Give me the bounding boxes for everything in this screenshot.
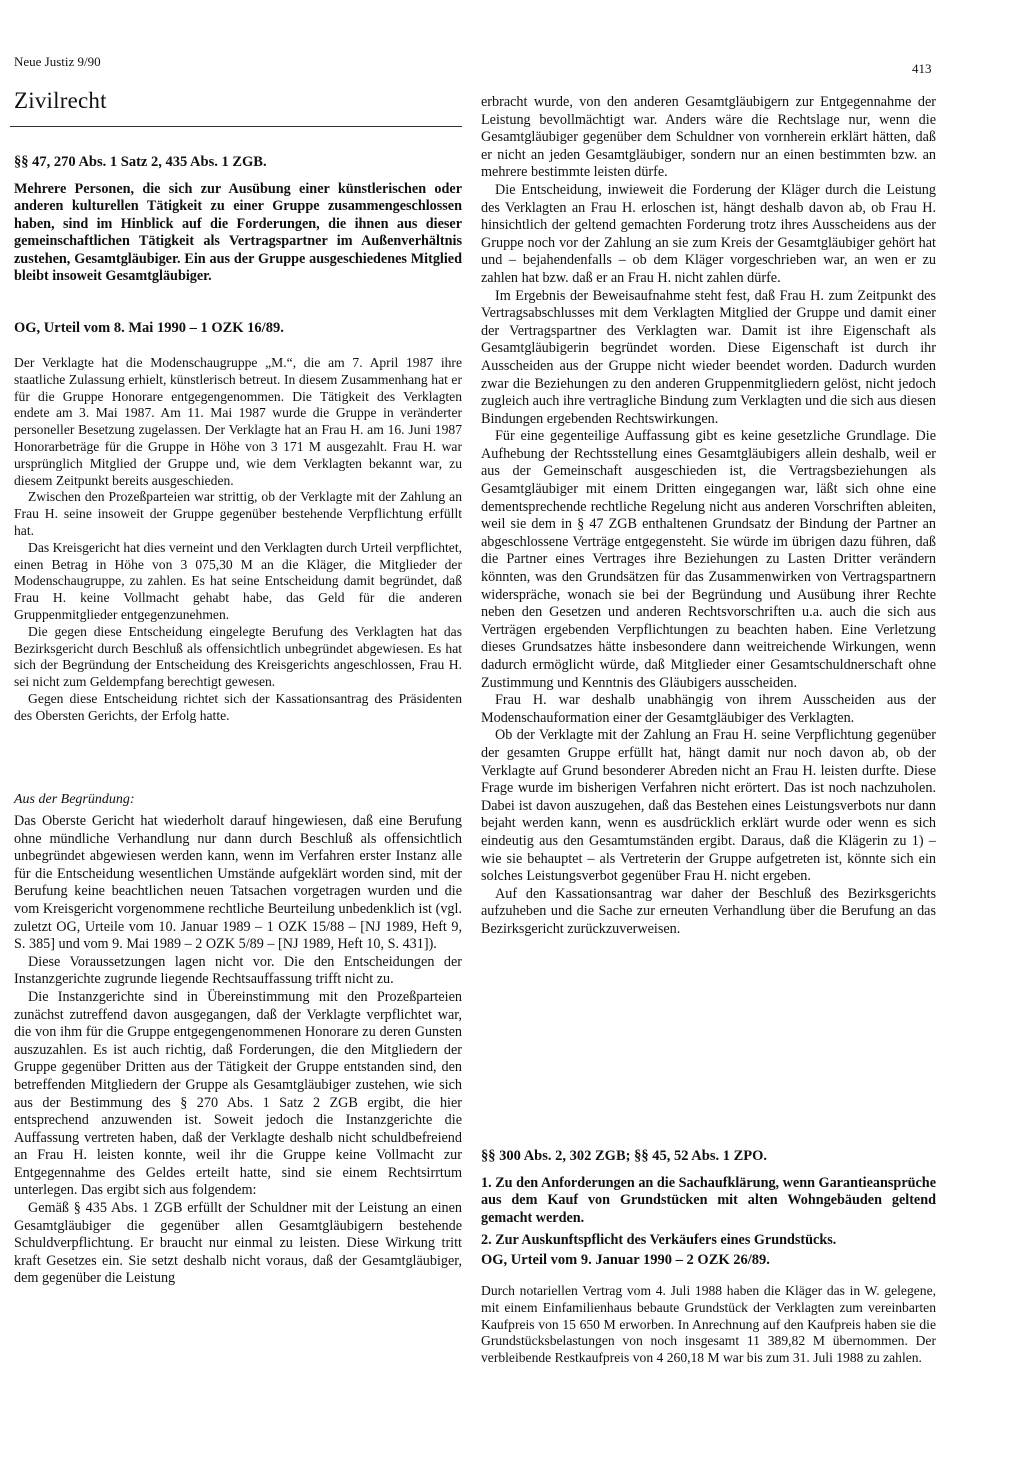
case2-citation: §§ 300 Abs. 2, 302 ZGB; §§ 45, 52 Abs. 1 ZPO.: [481, 1148, 768, 1164]
facts-paragraph: Gegen diese Entscheidung richtet sich der Kassationsantrag des Präsidenten des Obersten Gerichts, der Erfolg hatte.: [14, 690, 462, 723]
facts-paragraph: Die gegen diese Entscheidung eingelegte Berufung des Verklagten hat das Bezirksgericht durch Beschluß als offensichtlich unbegründet abgewiesen. Es hat sich der Begründung der Entscheidung des Kreisgerichts angeschlossen, Frau H. sei nicht zum Geldempfang berechtigt gewesen.: [14, 623, 462, 690]
reasons-paragraph: Für eine gegenteilige Auffassung gibt es keine gesetzliche Grundlage. Die Aufhebung der Rechtsstellung eines Gesamtgläubigers allein deshalb, weil er aus der Gemeinschaft ausgeschieden ist, die Vertragsbeziehungen als Gesamtgläubiger mit einem Dritten eingegangen war, läßt sich ohne eine dementsprechende rechtliche Regelung nicht aus anderen Vorschriften ableiten, weil sie dem in § 47 ZGB enthaltenen Grundsatz der Bindung der Partner an abgeschlossene Verträge entgegensteht. Sie würde im übrigen dazu führen, daß die Partner eines Vertrages ihre Beziehungen zu Lasten Dritter verändern könnten, was den Grundsätzen für das Zusammenwirken von Vertragspartnern widerspräche, wonach sie bei der Begründung und Ausübung ihrer Rechte neben den Gesetzen und anderen Rechtsvorschriften u.a. auch die sich aus Verträgen ergebenden Verpflichtungen zu beachten haben. Eine Verletzung dieses Grundsatzes hätte insbesondere dann weitreichende Wirkungen, wenn dadurch ermöglicht würde, daß Mitglieder einer Gesamtschuldnerschaft ohne Zustimmung und Kenntnis des Gläubigers ausscheiden.: [481, 428, 936, 691]
case2-court: OG, Urteil vom 9. Januar 1990 – 2 OZK 26/89.: [481, 1252, 770, 1268]
case2-headnote-1: 1. Zu den Anforderungen an die Sachaufklärung, wenn Garantieansprüche aus dem Kauf von Grundstücken mit alten Wohngebäuden geltend gemacht werden.: [481, 1175, 936, 1226]
case2-headnote-2: 2. Zur Auskunftspflicht des Verkäufers eines Grundstücks.: [481, 1232, 837, 1248]
case1-court: OG, Urteil vom 8. Mai 1990 – 1 OZK 16/89.: [14, 320, 284, 336]
reasons-paragraph: Frau H. war deshalb unabhängig von ihrem Ausscheiden aus der Modenschauformation einer der Gesamtgläubiger des Verklagten.: [481, 692, 936, 726]
case1-headnote: Mehrere Personen, die sich zur Ausübung einer künstlerischen oder anderen kulturellen Tätigkeit zu einer Gruppe zusammengeschlossen haben, sind im Hinblick auf die Forderungen, die ihnen aus dieser gemeinschaftlichen Tätigkeit als Vertragspartner im Außenverhältnis zustehen, Gesamtgläubiger. Ein aus der Gruppe ausgeschiedenes Mitglied bleibt insoweit Gesamtgläubiger.: [14, 181, 462, 285]
facts-paragraph: Durch notariellen Vertrag vom 4. Juli 1988 haben die Kläger das in W. gelegene, mit einem Einfamilienhaus bebaute Grundstück der Verklagten zum vereinbarten Kaufpreis von 15 650 M erworben. In Anrechnung auf den Kaufpreis haben sie die Grundstücksbelastungen von noch insgesamt 11 389,82 M übernommen. Der verbleibende Restkaufpreis von 4 260,18 M war bis zum 31. Juli 1988 zu zahlen.: [481, 1283, 936, 1366]
reasons-heading: Aus der Begründung:: [14, 792, 135, 807]
reasons-paragraph: Diese Voraussetzungen lagen nicht vor. Die den Entscheidungen der Instanzgerichte zugrunde liegende Rechtsauffassung trifft nicht zu.: [14, 953, 462, 988]
running-header-left: Neue Justiz 9/90: [14, 54, 101, 69]
page-number: 413: [912, 61, 932, 76]
case1-reasons-left: [14, 813, 462, 1288]
facts-paragraph: Der Verklagte hat die Modenschaugruppe „M.“, die am 7. April 1987 ihre staatliche Zulassung erhielt, künstlerisch betreut. In diesem Zusammenhang hat er für die Gruppe Honorare entgegengenommen. Die Tätigkeit des Verklagten endete am 3. Mai 1987. Am 11. Mai 1987 wurde die Gruppe in veränderter personeller Besetzung zugelassen. Der Verklagte hat an Frau H. am 16. Juni 1987 Honorarbeträge für die Gruppe in Höhe von 3 171 M ausgezahlt. Frau H. war ursprünglich Mitglied der Gruppe und, wie dem Verklagten bekannt war, zu diesem Zeitpunkt bereits ausgeschieden.: [14, 355, 462, 488]
reasons-paragraph: erbracht wurde, von den anderen Gesamtgläubigern zur Entgegennahme der Leistung bevollmächtigt war. Anders wäre die Rechtslage nur, wenn die Gesamtgläubiger gegenüber dem Schuldner von vornherein erklärt hätten, daß er nicht an jeden Gesamtgläubiger, sondern nur an einen bestimmten bzw. an mehrere bestimmte leisten dürfe.: [481, 94, 936, 181]
case1-reasons-right: [481, 94, 936, 939]
reasons-paragraph: Die Entscheidung, inwieweit die Forderung der Kläger durch die Leistung des Verklagten an Frau H. erloschen ist, hängt deshalb davon ab, ob Frau H. hinsichtlich der geltend gemachten Forderung trotz ihres Ausscheidens aus der Gruppe noch vor der Zahlung an sie zum Kreis der Gesamtgläubiger gehört hat und – bejahendenfalls – ob dem Kläger vorgeschrieben war, an wen er zu zahlen hat bzw. daß er an Frau H. nicht zahlen dürfe.: [481, 181, 936, 286]
reasons-paragraph: Auf den Kassationsantrag war daher der Beschluß des Bezirksgerichts aufzuheben und die Sache zur erneuten Verhandlung über die Berufung an das Bezirksgericht zurückzuverweisen.: [481, 885, 936, 937]
case2-facts: [481, 1283, 936, 1367]
section-rule: [10, 126, 462, 127]
section-title: Zivilrecht: [14, 88, 107, 113]
reasons-paragraph: Das Oberste Gericht hat wiederholt darauf hingewiesen, daß eine Berufung ohne mündliche Verhandlung nur dann durch Beschluß als offensichtlich unbegründet abgewiesen werden kann, wenn im Verfahren erster Instanz alle für die Entscheidung wesentlichen Umstände aufgeklärt worden sind, mit der Berufung keine beachtlichen neuen Tatsachen vorgetragen wurden und die vom Kreisgericht vorgenommene rechtliche Beurteilung unbedenklich ist (vgl. zuletzt OG, Urteile vom 10. Januar 1989 – 1 OZK 15/88 – [NJ 1989, Heft 9, S. 385] und vom 9. Mai 1989 – 2 OZK 5/89 – [NJ 1989, Heft 10, S. 431]).: [14, 813, 462, 953]
reasons-paragraph: Im Ergebnis der Beweisaufnahme steht fest, daß Frau H. zum Zeitpunkt des Vertragsabschlusses mit dem Verklagten Mitglied der Gruppe und damit einer der Vertragspartner des Verklagten war. Damit ist ihre Eigenschaft als Gesamtgläubigerin begründet worden. Diese Eigenschaft ist durch ihr Ausscheiden aus der Gruppe nicht wieder beendet worden. Dadurch wurden zwar die Beziehungen zu den anderen Gruppenmitgliedern gelöst, nicht jedoch zugleich auch ihre vertragliche Bindung zum Verklagten und die sich aus diesen Bindungen ergebenden Rechtswirkungen.: [481, 287, 936, 427]
case1-facts: [14, 355, 462, 725]
facts-paragraph: Zwischen den Prozeßparteien war strittig, ob der Verklagte mit der Zahlung an Frau H. seine insoweit der Gruppe gegenüber bestehende Verpflichtung erfüllt hat.: [14, 489, 462, 538]
reasons-paragraph: Ob der Verklagte mit der Zahlung an Frau H. seine Verpflichtung gegenüber der gesamten Gruppe erfüllt hat, hängt damit nur noch davon ab, ob der Verklagte auf Grund besonderer Abreden nicht an Frau H. leisten durfte. Diese Frage wurde im bisherigen Verfahren nicht erörtert. Das ist noch nachzuholen. Dabei ist davon auszugehen, daß das Bestehen eines Leistungsverbots nur dann bejaht werden kann, wenn es ausdrücklich erklärt wurde oder wenn es sich eindeutig aus den Gesamtumständen ergibt. Daraus, daß die Klägerin zu 1) – wie sie behauptet – als Vertreterin der Gruppe aufgetreten ist, könnte sich ein solches Leistungsverbot gegenüber Frau H. nicht ergeben.: [481, 727, 936, 885]
reasons-paragraph: Gemäß § 435 Abs. 1 ZGB erfüllt der Schuldner mit der Leistung an einen Gesamtgläubiger die gegenüber allen Gesamtgläubigern bestehende Schuldverpflichtung. Er braucht nur einmal zu leisten. Diese Wirkung tritt kraft Gesetzes ein. Sie setzt deshalb nicht voraus, daß der Gesamtgläubiger, dem gegenüber die Leistung: [14, 1200, 462, 1287]
facts-paragraph: Das Kreisgericht hat dies verneint und den Verklagten durch Urteil verpflichtet, einen Betrag in Höhe von 3 075,30 M an die Kläger, die Mitglieder der Modenschaugruppe, zu zahlen. Es hat seine Entscheidung damit begründet, daß Frau H. keine Vollmacht gehabt habe, das Geld für die anderen Gruppenmitglieder entgegenzunehmen.: [14, 539, 462, 622]
case1-citation: §§ 47, 270 Abs. 1 Satz 2, 435 Abs. 1 ZGB.: [14, 154, 267, 170]
reasons-paragraph: Die Instanzgerichte sind in Übereinstimmung mit den Prozeßparteien zunächst zutreffend davon ausgegangen, daß der Verklagte verpflichtet war, die von ihm für die Gruppe entgegengenommenen Honorare zu deren Gunsten auszuzahlen. Es ist auch richtig, daß Forderungen, die den Mitgliedern der Gruppe gegenüber Dritten aus der Tätigkeit der Gruppe entstanden sind, den betreffenden Mitgliedern der Gruppe als Gesamtgläubiger zustehen, wie sich aus der Bestimmung des § 270 Abs. 1 Satz 2 ZGB ergibt, die hier entsprechend anzuwenden ist. Soweit jedoch die Instanzgerichte die Auffassung vertreten haben, daß der Verklagte deshalb nicht schuldbefreiend an Frau H. leisten konnte, weil ihr die Gruppe keine Vollmacht zur Entgegennahme des Geldes erteilt hatte, sind sie einem Rechtsirrtum unterlegen. Das ergibt sich aus folgendem:: [14, 988, 462, 1199]
